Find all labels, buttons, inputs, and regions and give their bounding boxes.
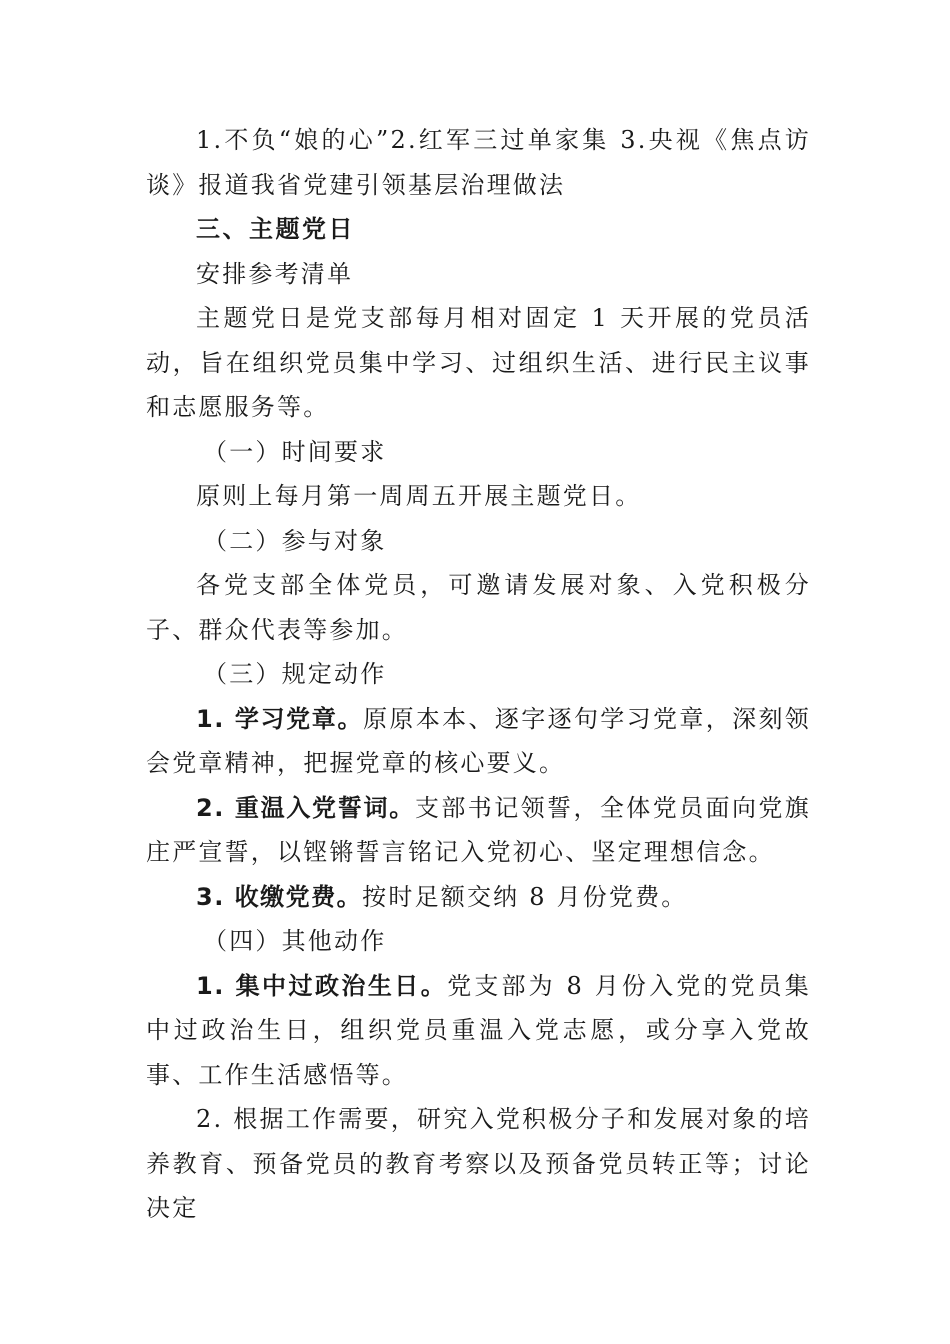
- subsection-heading-required: （三）规定动作: [203, 660, 387, 688]
- time-paragraph: 原则上每月第一周周五开展主题党日。: [196, 482, 642, 510]
- required-item-text: 按时足额交纳 8 月份党费。: [362, 882, 688, 911]
- document-body: [146, 118, 811, 1231]
- other-item-lead: 1. 集中过政治生日。: [196, 971, 448, 1000]
- section-heading: 三、主题党日: [196, 215, 355, 243]
- subsection-heading-time: （一）时间要求: [203, 437, 387, 466]
- participants-paragraph: 各党支部全体党员，可邀请发展对象、入党积极分子、群众代表等参加。: [146, 571, 811, 644]
- required-item-text: 原原本本、逐字逐句学习党章，深刻领会党章精神，把握党章的核心要义。: [146, 704, 811, 777]
- required-item-lead: 2. 重温入党誓词。: [196, 793, 415, 822]
- required-item: [146, 875, 811, 920]
- other-item-text: 2. 根据工作需要，研究入党积极分子和发展对象的培养教育、预备党员的教育考察以及预备党员转正等；讨论决定: [146, 1105, 811, 1222]
- required-item-lead: 1. 学习党章。: [196, 704, 364, 733]
- other-item-text: 党支部为 8 月份入党的党员集中过政治生日，组织党员重温入党志愿，或分享入党故事、工作生活感悟等。: [146, 971, 812, 1089]
- required-item: [146, 697, 811, 786]
- other-item: [146, 1097, 811, 1231]
- section-description: 主题党日是党支部每月相对固定 1 天开展的党员活动，旨在组织党员集中学习、过组织生活、进行民主议事和志愿服务等。: [146, 304, 811, 421]
- intro-paragraph: 1.不负“娘的心”2.红军三过单家集 3.央视《焦点访谈》报道我省党建引领基层治理做法: [146, 126, 811, 199]
- required-item: [146, 786, 811, 875]
- other-item: [146, 964, 811, 1098]
- subsection-heading-other: （四）其他动作: [203, 927, 387, 955]
- subsection-heading-participants: （二）参与对象: [203, 526, 387, 555]
- required-item-lead: 3. 收缴党费。: [196, 882, 363, 911]
- section-subtitle: 安排参考清单: [196, 259, 354, 288]
- required-item-text: 支部书记领誓，全体党员面向党旗庄严宣誓，以铿锵誓言铭记入党初心、坚定理想信念。: [146, 793, 812, 866]
